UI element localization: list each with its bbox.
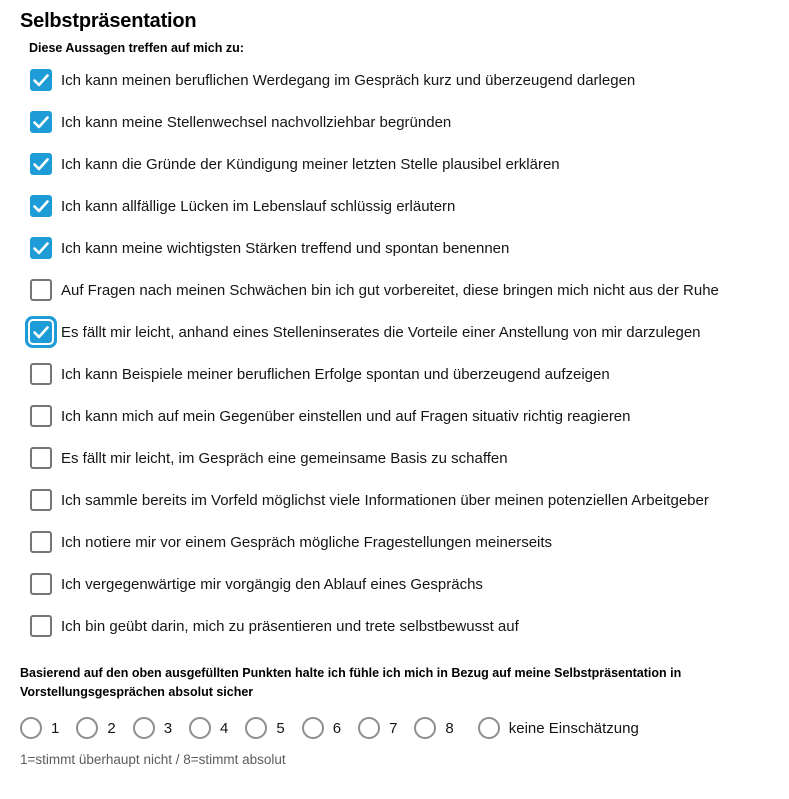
radio-option[interactable] [302, 717, 341, 739]
radio-label[interactable]: 8 [445, 719, 454, 737]
radio-label[interactable]: 5 [276, 719, 285, 737]
checkmark-icon [30, 69, 52, 91]
radio-option[interactable] [20, 717, 59, 739]
checkbox-checked[interactable] [30, 111, 52, 133]
checkbox-item[interactable] [30, 362, 769, 387]
checkbox-item[interactable] [30, 446, 769, 471]
checkbox-label[interactable]: Ich kann meinen beruflichen Werdegang im Gespräch kurz und überzeugend darlegen [61, 72, 636, 89]
checkbox-label[interactable]: Auf Fragen nach meinen Schwächen bin ich gut vorbereitet, diese bringen mich nicht aus der Ruhe [61, 282, 719, 299]
checkbox-unchecked[interactable] [30, 531, 52, 553]
checkmark-icon [30, 195, 52, 217]
checkmark-icon [30, 111, 52, 133]
checkbox-item[interactable] [30, 404, 769, 429]
checkbox-label[interactable]: Ich kann mich auf mein Gegenüber einstellen und auf Fragen situativ richtig reagieren [61, 408, 631, 425]
radio-button[interactable] [20, 717, 42, 739]
radio-option[interactable] [189, 717, 228, 739]
rating-legend: 1=stimmt überhaupt nicht / 8=stimmt absolut [20, 752, 286, 767]
checkbox-item[interactable] [30, 488, 769, 513]
checkbox-unchecked[interactable] [30, 573, 52, 595]
rating-scale [20, 717, 769, 739]
checkbox-checked[interactable] [30, 321, 52, 343]
radio-button[interactable] [302, 717, 324, 739]
radio-label[interactable]: 4 [220, 719, 229, 737]
checkmark-icon [30, 153, 52, 175]
checkbox-item[interactable] [30, 110, 769, 135]
radio-option[interactable] [358, 717, 397, 739]
radio-label[interactable]: 6 [332, 719, 342, 737]
checkbox-unchecked[interactable] [30, 363, 52, 385]
checkbox-checked[interactable] [30, 153, 52, 175]
checkbox-unchecked[interactable] [30, 279, 52, 301]
radio-label[interactable]: keine Einschätzung [508, 719, 639, 737]
radio-button[interactable] [245, 717, 267, 739]
checkbox-label[interactable]: Ich kann Beispiele meiner beruflichen Erfolge spontan und überzeugend aufzeigen [61, 366, 610, 383]
radio-button[interactable] [76, 717, 98, 739]
checkbox-label[interactable]: Ich notiere mir vor einem Gespräch mögliche Fragestellungen meinerseits [61, 534, 553, 551]
checkbox-checked[interactable] [30, 195, 52, 217]
checkbox-item[interactable] [30, 320, 769, 345]
radio-button[interactable] [478, 717, 500, 739]
radio-label[interactable]: 7 [389, 719, 398, 737]
radio-option[interactable] [76, 717, 115, 739]
page-title: Selbstpräsentation [20, 10, 197, 32]
checkbox-item[interactable] [30, 194, 769, 219]
checkbox-label[interactable]: Es fällt mir leicht, anhand eines Stelleninserates die Vorteile einer Anstellung von mir darzulegen [61, 324, 701, 341]
radio-label[interactable]: 2 [107, 719, 116, 737]
rating-question: Basierend auf den oben ausgefüllten Punkten halte ich fühle ich mich in Bezug auf meine Selbstpräsentation in Vorstellungsgesprächen absolut sicher [20, 666, 682, 699]
checkbox-item[interactable] [30, 572, 769, 597]
checkbox-item[interactable] [30, 68, 769, 93]
radio-label[interactable]: 1 [51, 719, 60, 737]
checkbox-unchecked[interactable] [30, 615, 52, 637]
checkmark-icon [30, 237, 52, 259]
checkbox-label[interactable]: Ich kann die Gründe der Kündigung meiner letzten Stelle plausibel erklären [61, 156, 560, 173]
checkbox-unchecked[interactable] [30, 405, 52, 427]
radio-option[interactable] [478, 717, 639, 739]
checkbox-unchecked[interactable] [30, 489, 52, 511]
statements-heading: Diese Aussagen treffen auf mich zu: [29, 41, 244, 55]
checkbox-label[interactable]: Ich kann meine wichtigsten Stärken treffend und spontan benennen [61, 240, 510, 257]
checkbox-unchecked[interactable] [30, 447, 52, 469]
radio-button[interactable] [414, 717, 436, 739]
checkbox-label[interactable]: Ich kann allfällige Lücken im Lebenslauf schlüssig erläutern [61, 198, 456, 215]
radio-option[interactable] [245, 717, 284, 739]
checkbox-label[interactable]: Es fällt mir leicht, im Gespräch eine gemeinsame Basis zu schaffen [61, 450, 508, 467]
checkbox-item[interactable] [30, 278, 769, 303]
checkbox-checked[interactable] [30, 237, 52, 259]
checkbox-label[interactable]: Ich bin geübt darin, mich zu präsentieren und trete selbstbewusst auf [61, 618, 519, 635]
checkbox-item[interactable] [30, 236, 769, 261]
radio-label[interactable]: 3 [163, 719, 173, 737]
checkbox-label[interactable]: Ich vergegenwärtige mir vorgängig den Ablauf eines Gesprächs [61, 576, 483, 593]
checkbox-checked[interactable] [30, 69, 52, 91]
statement-list [30, 68, 769, 639]
checkbox-item[interactable] [30, 152, 769, 177]
radio-button[interactable] [133, 717, 155, 739]
checkbox-item[interactable] [30, 530, 769, 555]
radio-option[interactable] [414, 717, 453, 739]
checkbox-label[interactable]: Ich kann meine Stellenwechsel nachvollziehbar begründen [61, 114, 452, 131]
checkmark-icon [30, 321, 52, 343]
radio-button[interactable] [358, 717, 380, 739]
checkbox-label[interactable]: Ich sammle bereits im Vorfeld möglichst viele Informationen über meinen potenziellen Arbeitgeber [61, 492, 709, 509]
radio-button[interactable] [189, 717, 211, 739]
radio-option[interactable] [133, 717, 172, 739]
checkbox-item[interactable] [30, 614, 769, 639]
